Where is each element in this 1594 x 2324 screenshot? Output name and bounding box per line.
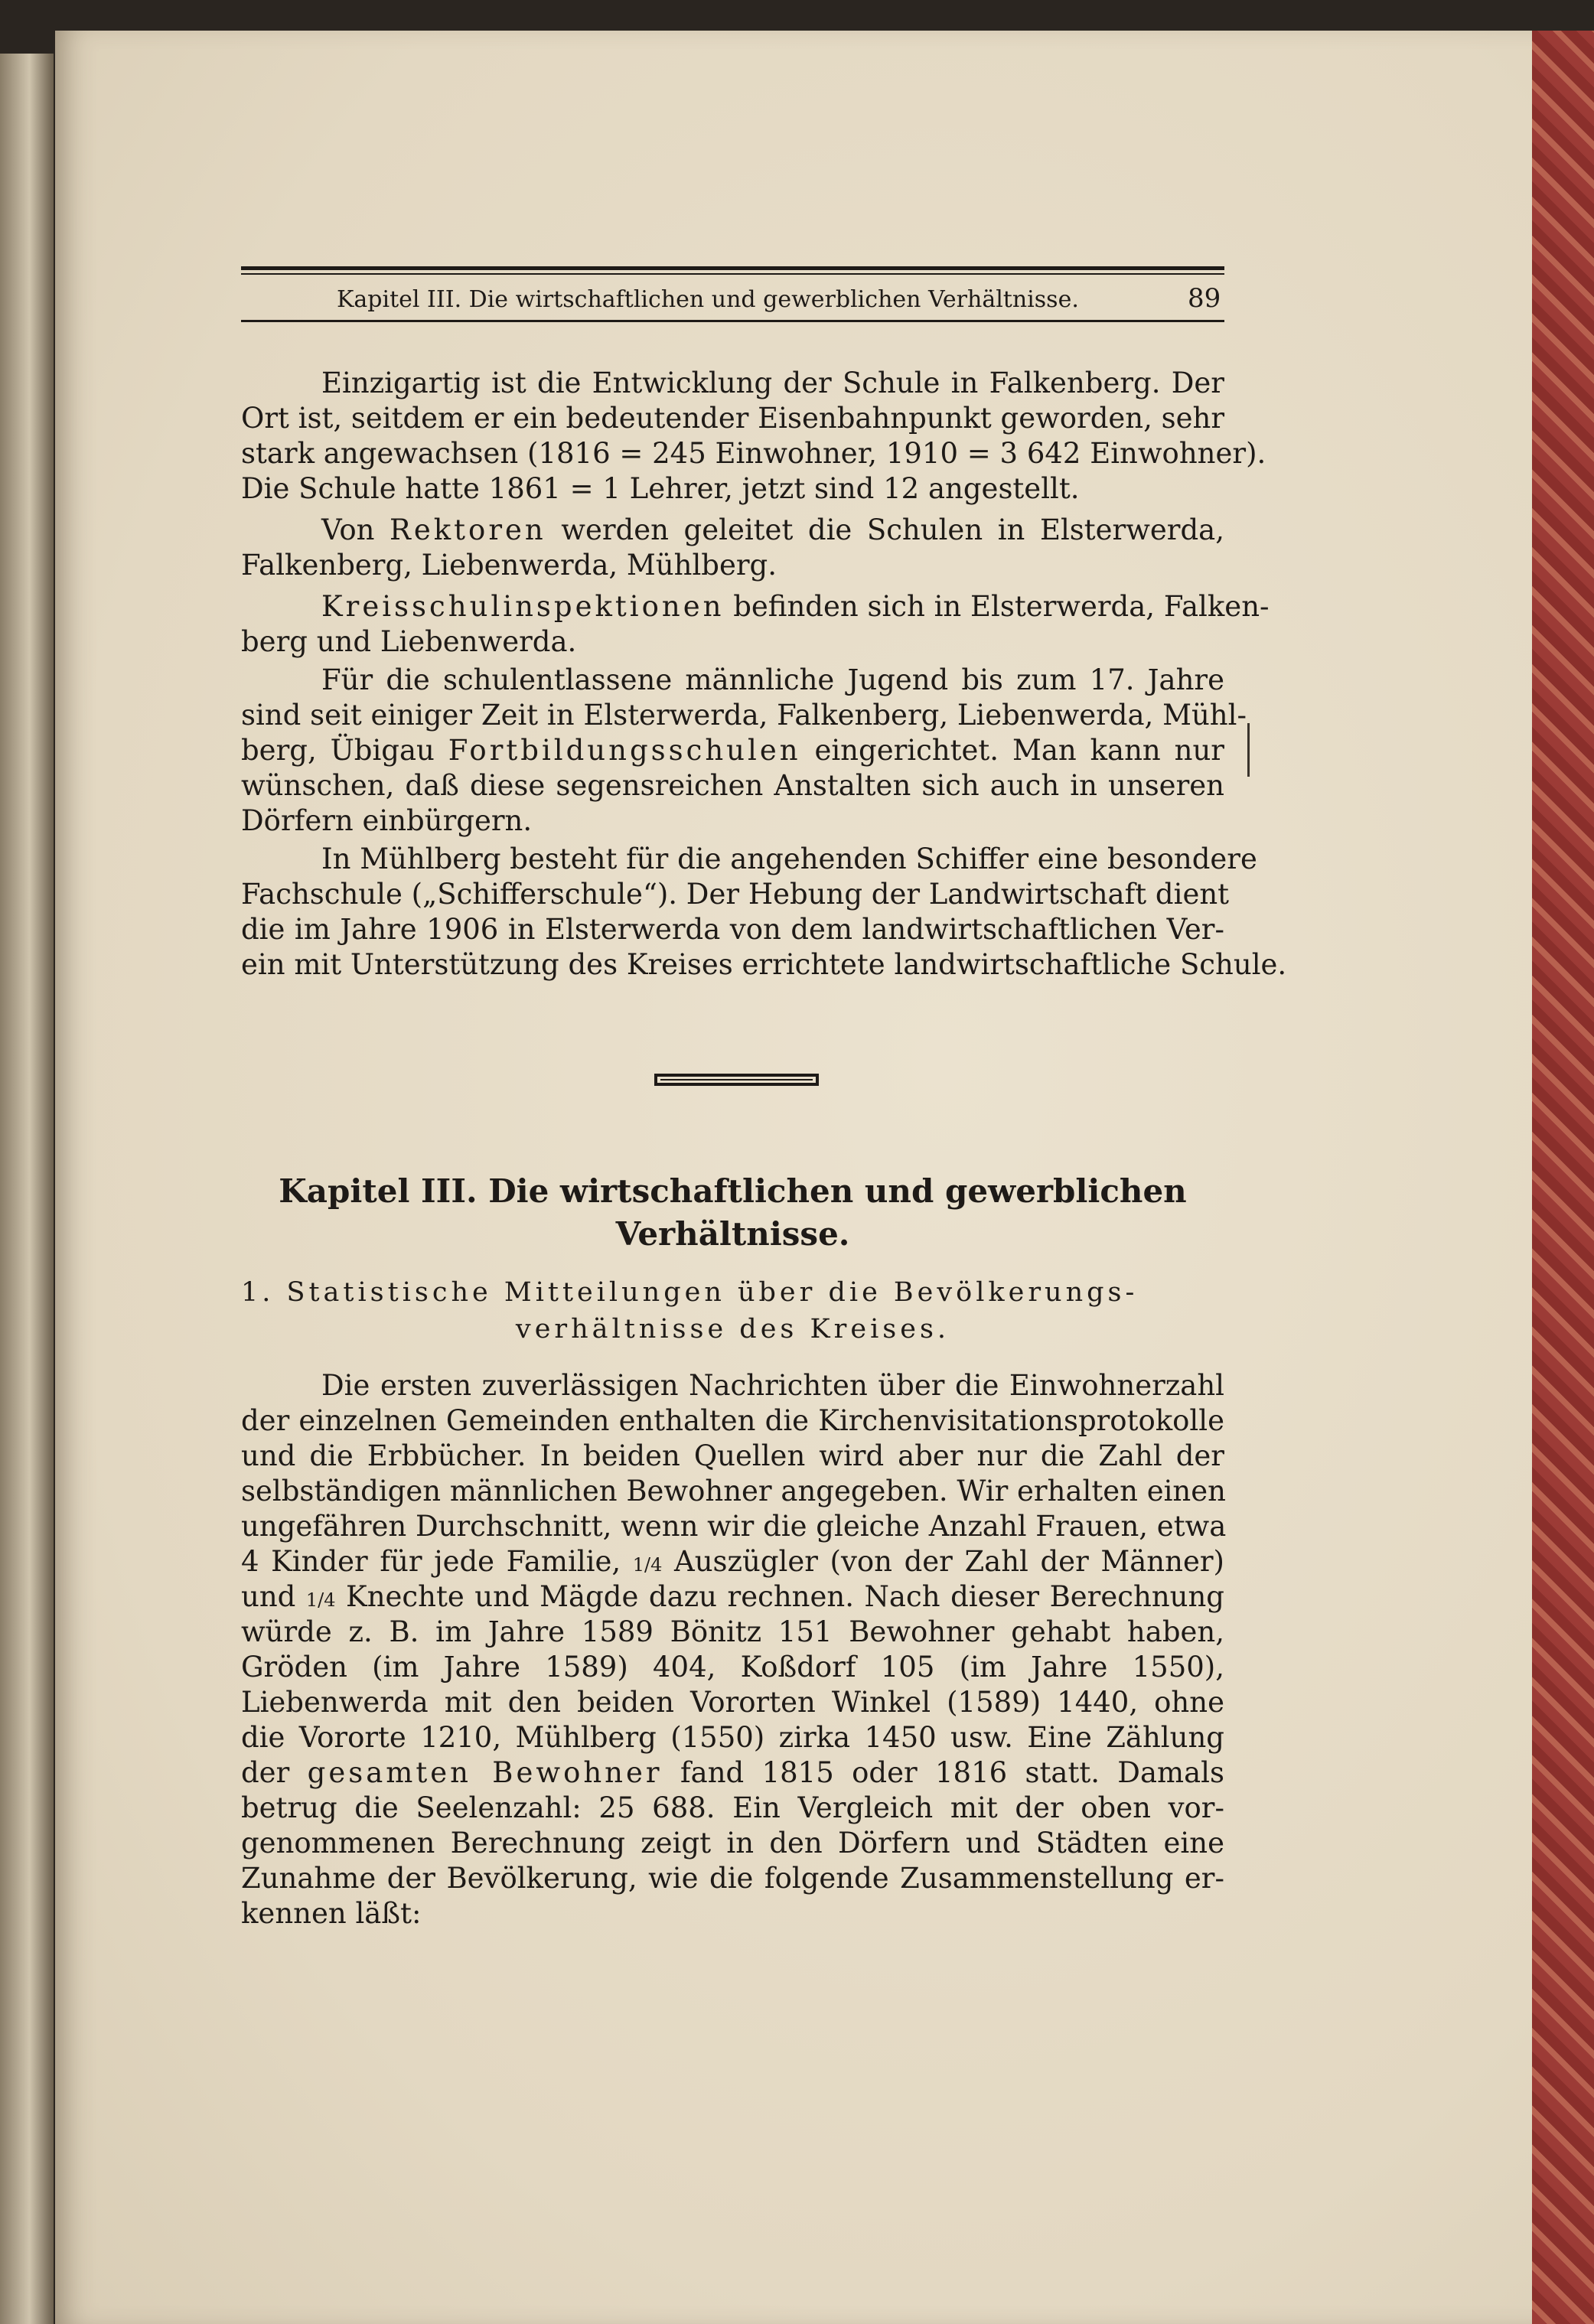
text-line: wünschen, daß diese segensreichen Anstalten sich auch in unseren (241, 769, 1224, 802)
fraction: 1/4 (632, 1554, 663, 1576)
text-span: Auszügler (von der Zahl der Männer) (662, 1545, 1224, 1578)
text-line: Ort ist, seitdem er ein bedeutender Eisenbahnpunkt geworden, sehr (241, 402, 1225, 435)
text-line: betrug die Seelenzahl: 25 688. Ein Vergleich mit der oben vor- (241, 1791, 1224, 1824)
text-line: stark angewachsen (1816 = 245 Einwohner, 1910 = 3 642 Einwohner). (241, 437, 1266, 470)
text-line: würde z. B. im Jahre 1589 Bönitz 151 Bewohner gehabt haben, (241, 1615, 1224, 1648)
text-line: Zunahme der Bevölkerung, wie die folgende Zusammenstellung er- (241, 1862, 1224, 1895)
text-span: der (241, 1756, 308, 1789)
text-span: 4 Kinder für jede Familie, (241, 1545, 633, 1578)
text-line (321, 589, 1270, 624)
text-line: und die Erbbücher. In beiden Quellen wird aber nur die Zahl der (241, 1439, 1224, 1472)
header-bottom-rule (241, 320, 1224, 322)
header-top-rule-thin (241, 273, 1224, 275)
text-line: kennen läßt: (241, 1897, 422, 1930)
text-span: Von (321, 513, 390, 546)
text-line: Die Schule hatte 1861 = 1 Lehrer, jetzt sind 12 angestellt. (241, 472, 1080, 505)
text-span: berg, Übigau (241, 734, 448, 767)
text-line: In Mühlberg besteht für die angehenden Schiffer eine besondere (321, 843, 1257, 875)
spaced-term: Rektoren (390, 513, 546, 546)
text-line: Dörfern einbürgern. (241, 804, 533, 837)
header-top-rule (241, 266, 1224, 270)
spaced-term: gesamten Bewohner (307, 1756, 663, 1789)
text-line: Für die schulentlassene männliche Jugend bis zum 17. Jahre (321, 663, 1224, 696)
text-line: Gröden (im Jahre 1589) 404, Koßdorf 105 (im Jahre 1550), (241, 1651, 1224, 1684)
spaced-term: Fortbildungsschulen (448, 734, 801, 767)
text-span: Knechte und Mägde dazu rechnen. Nach dieser Berechnung (335, 1580, 1224, 1613)
text-line: sind seit einiger Zeit in Elsterwerda, Falkenberg, Liebenwerda, Mühl- (241, 699, 1247, 732)
section-heading-cont: verhältnisse des Kreises. (515, 1314, 950, 1345)
text-span: werden geleitet die Schulen in Elsterwerda, (546, 513, 1224, 546)
text-line: Die ersten zuverlässigen Nachrichten über die Einwohnerzahl (321, 1369, 1224, 1402)
left-page-edge (0, 54, 54, 2324)
text-line: berg und Liebenwerda. (241, 625, 577, 658)
text-line (241, 1755, 1224, 1791)
text-line (241, 1579, 1224, 1618)
fraction: 1/4 (305, 1589, 336, 1611)
text-line: Fachschule („Schifferschule“). Der Hebung der Landwirtschaft dient (241, 878, 1230, 911)
text-line (241, 1544, 1224, 1582)
text-line: die im Jahre 1906 in Elsterwerda von dem landwirtschaftlichen Ver- (241, 913, 1224, 946)
chapter-title-line: Kapitel III. Die wirtschaftlichen und gewerblichen (279, 1172, 1187, 1210)
text-line: Einzigartig ist die Entwicklung der Schule in Falkenberg. Der (321, 367, 1224, 399)
text-line (321, 513, 1224, 548)
section-divider-ornament (654, 1074, 819, 1086)
text-line: Falkenberg, Liebenwerda, Mühlberg. (241, 549, 777, 582)
text-line: genommenen Berechnung zeigt in den Dörfern und Städten eine (241, 1827, 1224, 1860)
page-number: 89 (1188, 283, 1221, 314)
text-line (241, 733, 1224, 768)
text-line: Liebenwerda mit den beiden Vororten Winkel (1589) 1440, ohne (241, 1686, 1224, 1719)
book-cover-edge (1532, 31, 1594, 2324)
text-span: fand 1815 oder 1816 statt. Damals (662, 1756, 1224, 1789)
text-line: ein mit Unterstützung des Kreises errichtete landwirtschaftliche Schule. (241, 948, 1287, 981)
chapter-title-line: Verhältnisse. (615, 1215, 850, 1253)
text-line: ungefähren Durchschnitt, wenn wir die gleiche Anzahl Frauen, etwa (241, 1510, 1227, 1543)
text-line: der einzelnen Gemeinden enthalten die Kirchenvisitationsprotokolle (241, 1404, 1224, 1437)
text-span: befinden sich in Elsterwerda, Falken- (724, 590, 1270, 623)
running-title: Kapitel III. Die wirtschaftlichen und gewerblichen Verhältnisse. (337, 286, 1079, 313)
margin-pencil-mark (1247, 723, 1250, 777)
text-span: eingerichtet. Man kann nur (800, 734, 1224, 767)
text-line: die Vororte 1210, Mühlberg (1550) zirka 1450 usw. Eine Zählung (241, 1721, 1224, 1754)
chapter-heading (241, 1171, 1224, 1263)
spaced-term: Kreisschulinspektionen (321, 590, 725, 623)
section-heading: 1. Statistische Mitteilungen über die Bevölkerungs- (241, 1277, 1139, 1308)
text-span: und (241, 1580, 306, 1613)
text-line: selbständigen männlichen Bewohner angegeben. Wir erhalten einen (241, 1475, 1226, 1508)
